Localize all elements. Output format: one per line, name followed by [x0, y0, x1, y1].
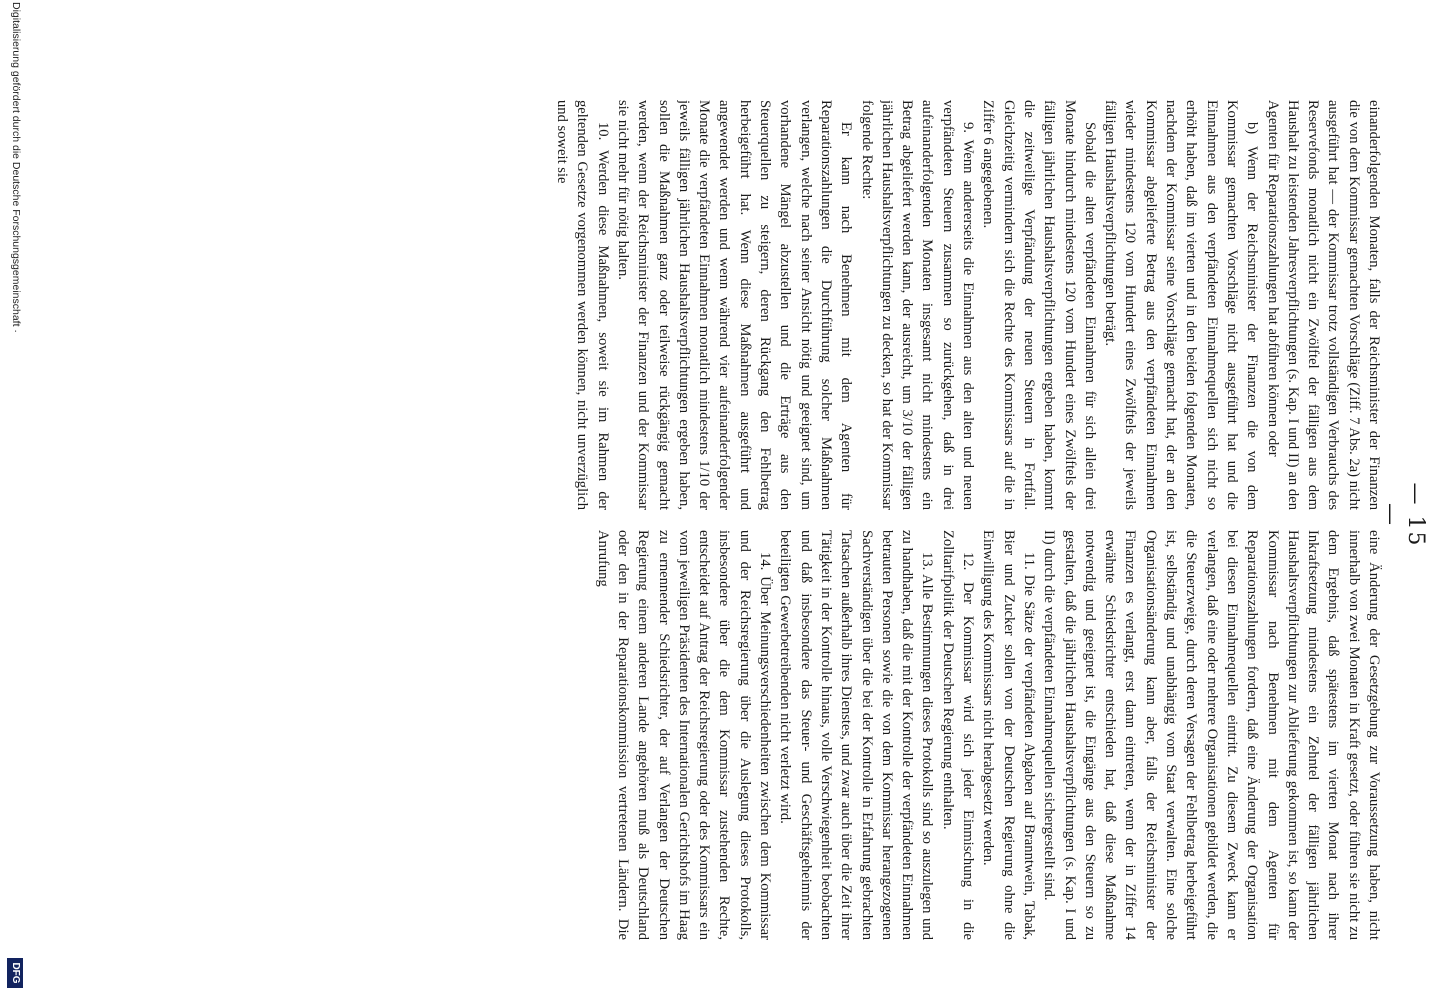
paragraph: b) Wenn der Reichsminister der Finanzen die von dem Kommissar gemachten Vorschläge nicht ausgeführt hat und die Einnahmen aus den verpfändeten Einnahmequellen sich nicht so erhöht haben, daß im vierten und in den beiden folgenden Monaten, nachdem der Kommissar seine Vorschläge gemacht hat, der an den Kommissar abgelieferte Betrag aus den verpfändeten Einnahmen wieder mindestens 120 vom Hundert eines Zwölftels der jeweils fälligen Haushaltsverpflichtungen beträgt. — [1102, 100, 1261, 510]
paragraph: Sobald die alten verpfändeten Einnahmen für sich allein drei Monate hindurch mindestens 120 vom Hundert eines Zwölftels der fälligen jährlichen Haushaltsverpflichtungen ergeben haben, kommt die zeitweilige Verpfändung der neuen Steuern in Fortfall. Gleichzeitig vermindern sich die Rechte des Kommissars auf die in Ziffer 6 angegebenen. — [980, 100, 1098, 510]
paragraph: einanderfolgenden Monaten, falls der Reichsminister der Finanzen die von dem Kommissar gemachten Vorschläge (Ziff. 7 Abs. 2a) nicht ausgeführt hat — der Kommissar trotz vollständigen Verbrauchs des Reservefonds monatlich nicht ein Zwölftel der fälligen aus dem Haushalt zu leistenden Jahresverpflichtungen (s. Kap. I und II) an den Agenten für Reparationszahlungen hat abführen können oder — [1264, 100, 1382, 510]
paragraph: 9. Wenn andererseits die Einnahmen aus den alten und neuen verpfändeten Steuern zusammen so zurückgehen, daß in drei aufeinanderfolgenden Monaten insgesamt nicht mindestens ein Betrag abgeliefert werden kann, der ausreicht, um 3/10 der fälligen jährlichen Haushaltsverpflichtungen zu decken, so hat der Kommissar folgende Rechte: — [858, 100, 977, 510]
right-column — [274, 530, 1384, 940]
paragraph: Er kann nach Benehmen mit dem Agenten für Reparationszahlungen die Durchführung solcher Maßnahmen verlangen, welche nach seiner Ansicht nötig und geeignet sind, um vorhandene Mängel abzustellen und die Erträge aus den Steuerquellen zu steigern, deren Rückgang den Fehlbetrag herbeigeführt hat. Wenn diese Maßnahmen ausgeführt und angewendet werden und wenn während vier aufeinanderfolgender Monate die verpfändeten Einnahmen monatlich mindestens 1/10 der jeweils fälligen jährlichen Haushaltsverpflichtungen ergeben haben, sollen die Maßnahmen ganz oder teilweise rückgängig gemacht werden, wenn der Reichsminister der Finanzen und der Kommissar sie nicht mehr für nötig halten. — [615, 100, 855, 510]
dfg-logo: DFG — [7, 958, 23, 988]
paragraph: 12. Der Kommissar wird sich jeder Einmischung in die Zolltarifpolitik der Deutschen Regierung enthalten. — [939, 530, 977, 940]
paragraph: 11. Die Sätze der verpfändeten Abgaben auf Branntwein, Tabak, Bier und Zucker sollen von der Deutschen Regierung ohne die Einwilligung des Kommissars nicht herabgesetzt werden. — [980, 530, 1037, 940]
left-column — [274, 100, 1384, 510]
digitization-footer — [2, 0, 24, 1000]
page-number: — 15 — — [1378, 482, 1428, 548]
paragraph: 10. Werden diese Maßnahmen, soweit sie im Rahmen der geltenden Gesetze vorgenommen werden können, nicht unverzüglich und soweit sie — [554, 100, 611, 510]
paragraph: 13. Alle Bestimmungen dieses Protokolls sind so auszulegen und zu handhaben, daß die mit der Kontrolle der verpfändeten Einnahmen betrauten Personen sowie die von dem Kommissar herangezogenen Sachverständigen über die bei der Kontrolle in Erfahrung gebrachten Tatsachen außerhalb ihres Dienstes, und zwar auch über die Zeit ihrer Tätigkeit in der Kontrolle hinaus, volle Verschwiegenheit beobachten und daß insbesondere das Steuer- und Geschäftsgeheimnis der beteiligten Gewerbetreibenden nicht verletzt wird. — [777, 530, 936, 940]
paragraph: 14. Über Meinungsverschiedenheiten zwischen dem Kommissar und der Reichsregierung über die Auslegung dieses Protokolls, insbesondere über die dem Kommissar zustehenden Rechte, entscheidet auf Antrag der Reichsregierung oder des Kommissars ein vom jeweiligen Präsidenten des Internationalen Gerichtshofs im Haag zu ernennender Schiedsrichter, der auf Verlangen der Deutschen Regierung einem anderen Lande angehören muß als Deutschland oder den in der Reparationskommission vertretenen Ländern. Die Anrufung — [594, 530, 774, 940]
funding-credit: Digitalisierung gefördert durch die Deutsche Forschungsgemeinschaft · — [10, 2, 22, 333]
paragraph: eine Änderung der Gesetzgebung zur Voraussetzung haben, nicht innerhalb von zwei Monaten in Kraft gesetzt, oder führen sie nicht zu dem Ergebnis, daß spätestens im vierten Monat nach ihrer Inkraftsetzung mindestens ein Zehntel der fälligen jährlichen Haushaltsverpflichtungen zur Ablieferung gekommen ist, so kann der Kommissar nach Benehmen mit dem Agenten für Reparationszahlungen fordern, daß eine Änderung der Organisation bei diesen Einnahmequellen eintritt. Zu diesem Zweck kann er verlangen, daß eine oder mehrere Organisationen gebildet werden, die die Steuerzweige, durch deren Versagen der Fehlbetrag herbeigeführt ist, selbständig und unabhängig vom Staat verwalten. Eine solche Organisationsänderung kann aber, falls der Reichsminister der Finanzen es verlangt, erst dann eintreten, wenn der in Ziffer 14 erwähnte Schiedsrichter entschieden hat, daß diese Maßnahme notwendig und geeignet ist, die Eingänge aus den Steuern so zu gestalten, daß die jährlichen Haushaltsverpflichtungen (s. Kap. I und II) durch die verpfändeten Einnahmequellen sichergestellt sind. — [1041, 530, 1382, 940]
